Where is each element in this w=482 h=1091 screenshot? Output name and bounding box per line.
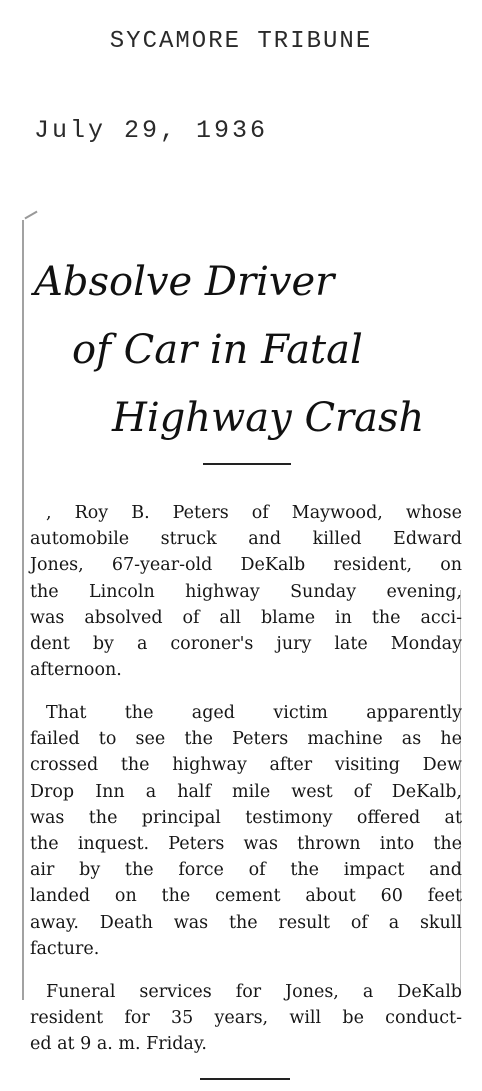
article-paragraph-1 [30, 500, 462, 683]
clipping-left-edge [22, 220, 24, 1000]
article-line: ed at 9 a. m. Friday. [30, 1034, 207, 1055]
article-line: was absolved of all blame in the acci- [30, 607, 462, 628]
article-line: , Roy B. Peters of Maywood, whose [46, 503, 462, 523]
article-line: the Lincoln highway Sunday evening, [30, 581, 462, 602]
article-line: afternoon. [30, 660, 122, 681]
article-end-rule [200, 1078, 290, 1080]
clipping-edge-mark [24, 211, 37, 220]
article-line: the inquest. Peters was thrown into the [30, 833, 462, 854]
article-line: resident for 35 years, will be conduct- [30, 1008, 462, 1029]
article-line: landed on the cement about 60 feet [30, 886, 462, 907]
article-line: That the aged victim apparently [46, 703, 462, 723]
article-line: failed to see the Peters machine as he [30, 729, 462, 750]
newspaper-name: SYCAMORE TRIBUNE [109, 28, 373, 55]
article-line: Funeral services for Jones, a DeKalb [46, 982, 462, 1002]
publication-date: July 29, 1936 [34, 116, 269, 145]
article-line: away. Death was the result of a skull [30, 912, 462, 933]
article-paragraph-3 [30, 979, 462, 1058]
article-line: Jones, 67-year-old DeKalb resident, on [30, 555, 462, 576]
headline-line-3: Highway Crash [112, 395, 425, 441]
article-line: automobile struck and killed Edward [30, 529, 462, 550]
article-line: Drop Inn a half mile west of DeKalb, [30, 781, 462, 802]
article-line: facture. [30, 938, 100, 959]
article-line: dent by a coroner's jury late Monday [30, 633, 462, 654]
headline-line-1: Absolve Driver [34, 259, 335, 305]
headline-line-2: of Car in Fatal [72, 327, 363, 373]
headline-divider [203, 463, 291, 465]
article-line: air by the force of the impact and [30, 860, 462, 881]
article-line: crossed the highway after visiting Dew [30, 755, 462, 776]
article-paragraph-2 [30, 700, 462, 962]
article-line: was the principal testimony offered at [30, 807, 462, 828]
